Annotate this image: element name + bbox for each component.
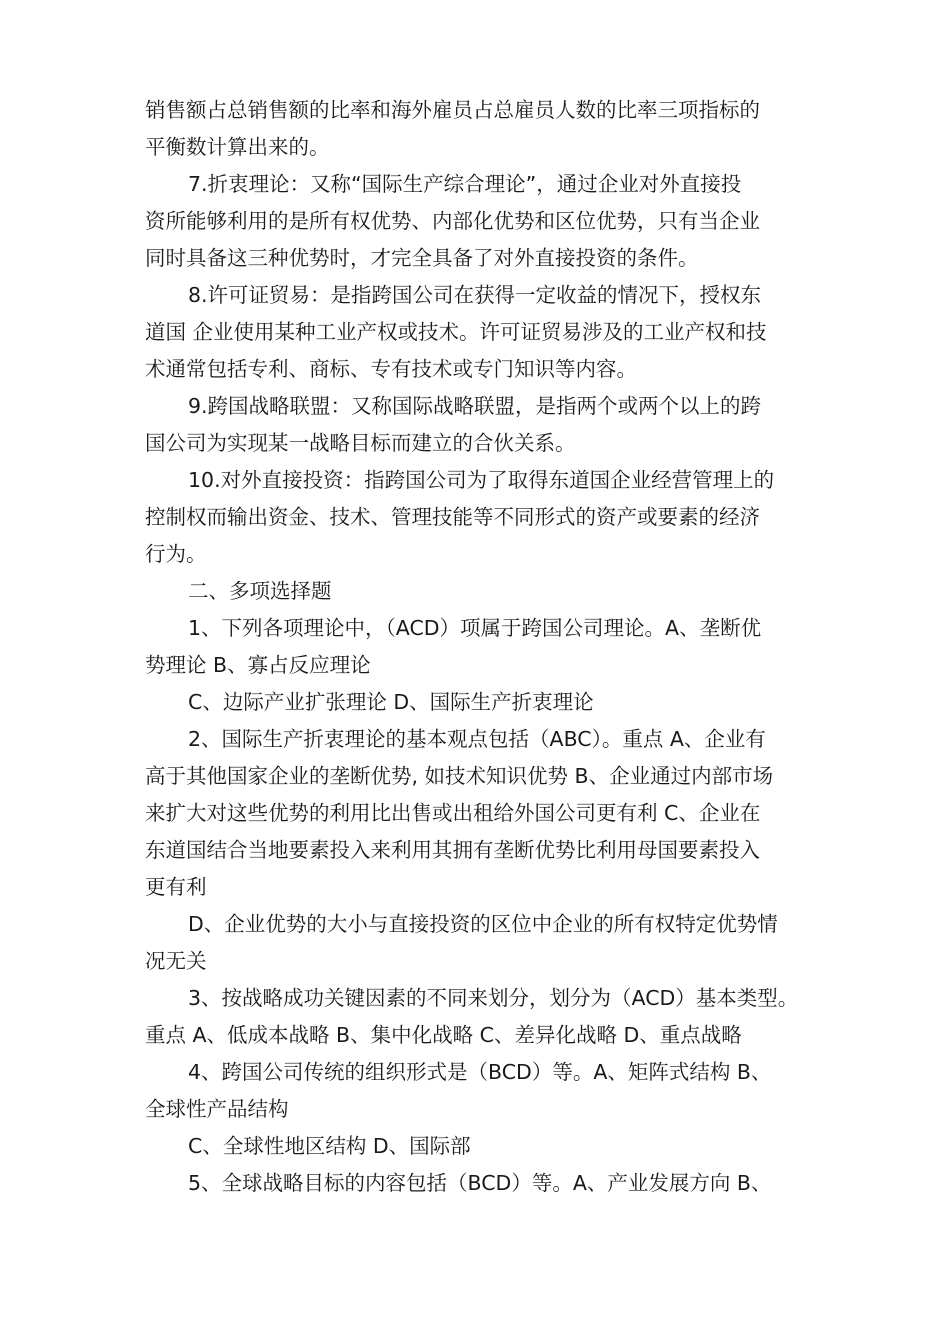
text-line: 况无关 [145,949,207,973]
options-line: C、全球性地区结构 D、国际部 [188,1134,471,1158]
paragraph-start: 8.许可证贸易：是指跨国公司在获得一定收益的情况下，授权东 [188,283,762,307]
text-line: 资所能够利用的是所有权优势、内部化优势和区位优势，只有当企业 [145,209,760,233]
text-line: 更有利 [145,875,207,899]
paragraph-start: 9.跨国战略联盟：又称国际战略联盟，是指两个或两个以上的跨 [188,394,762,418]
text-line: 东道国结合当地要素投入来利用其拥有垄断优势比利用母国要素投入 [145,838,760,862]
paragraph-start: 7.折衷理论：又称“国际生产综合理论”，通过企业对外直接投 [188,172,742,196]
text-line: 销售额占总销售额的比率和海外雇员占总雇员人数的比率三项指标的 [145,98,760,122]
question-start: 5、全球战略目标的内容包括（BCD）等。A、产业发展方向 B、 [188,1171,772,1195]
question-start: 2、国际生产折衷理论的基本观点包括（ABC）。重点 A、企业有 [188,727,766,751]
text-line: 道国 企业使用某种工业产权或技术。许可证贸易涉及的工业产权和技 [145,320,767,344]
paragraph-start: 10.对外直接投资：指跨国公司为了取得东道国企业经营管理上的 [188,468,775,492]
text-line: 来扩大对这些优势的利用比出售或出租给外国公司更有利 C、企业在 [145,801,761,825]
question-start: 4、跨国公司传统的组织形式是（BCD）等。A、矩阵式结构 B、 [188,1060,772,1084]
section-heading: 二、多项选择题 [188,579,332,603]
text-line: 国公司为实现某一战略目标而建立的合伙关系。 [145,431,576,455]
text-line: 高于其他国家企业的垄断优势, 如技术知识优势 B、企业通过内部市场 [145,764,774,788]
text-line: 重点 A、低成本战略 B、集中化战略 C、差异化战略 D、重点战略 [145,1023,742,1047]
question-start: 1、下列各项理论中，（ACD）项属于跨国公司理论。A、垄断优 [188,616,762,640]
text-line: 控制权而输出资金、技术、管理技能等不同形式的资产或要素的经济 [145,505,760,529]
options-line: D、企业优势的大小与直接投资的区位中企业的所有权特定优势情 [188,912,778,936]
question-start: 3、按战略成功关键因素的不同来划分，划分为（ACD）基本类型。 [188,986,799,1010]
text-line: 全球性产品结构 [145,1097,289,1121]
text-line: 势理论 B、寡占反应理论 [145,653,371,677]
text-line: 行为。 [145,542,207,566]
options-line: C、边际产业扩张理论 D、国际生产折衷理论 [188,690,594,714]
text-line: 同时具备这三种优势时，才完全具备了对外直接投资的条件。 [145,246,699,270]
text-line: 平衡数计算出来的。 [145,135,330,159]
document-body [145,92,820,1202]
text-line: 术通常包括专利、商标、专有技术或专门知识等内容。 [145,357,637,381]
